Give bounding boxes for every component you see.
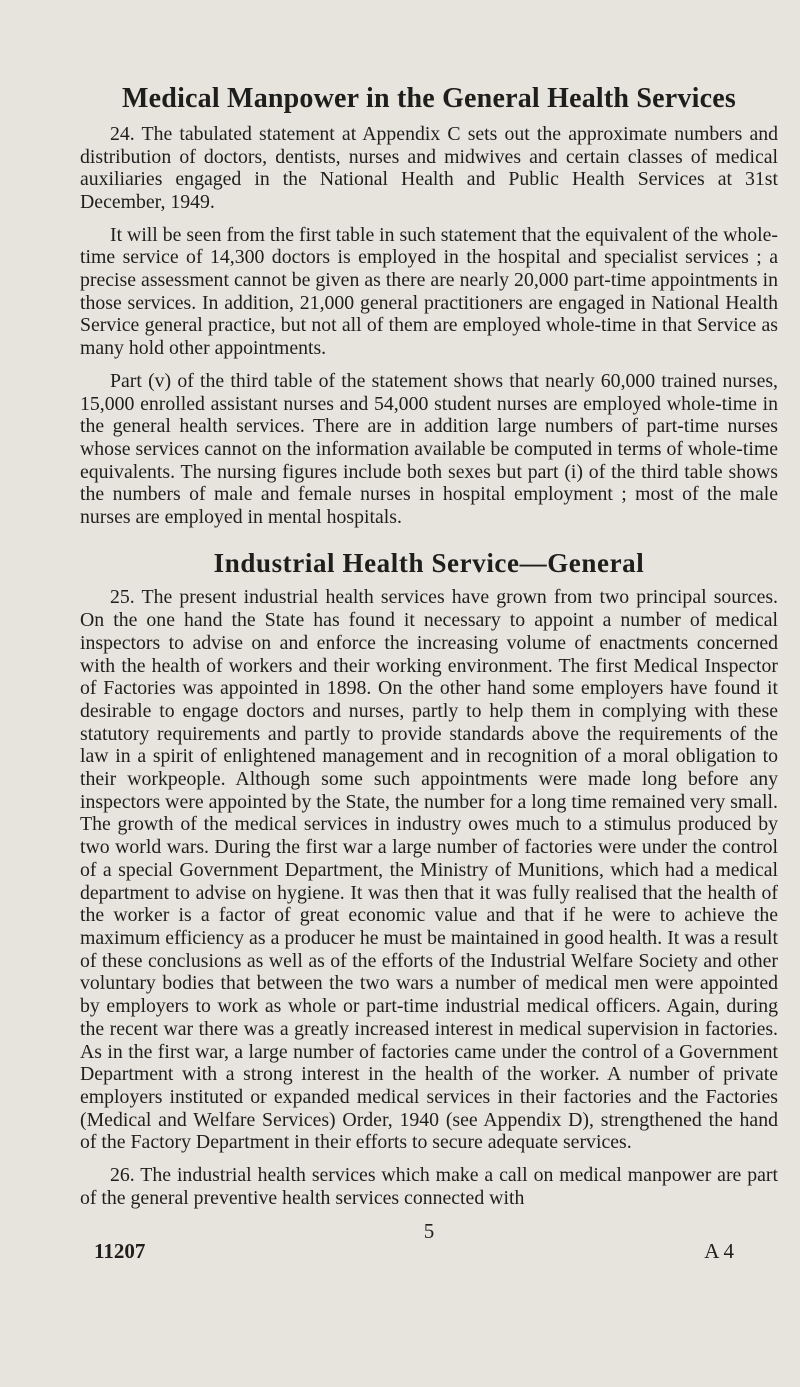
section-heading-industrial-health: Industrial Health Service—General — [213, 547, 645, 578]
paragraph-nursing: Part (v) of the third table of the statement shows that nearly 60,000 trained nurses, 15,000 enrolled assistant nurses and 54,000 student nurses are employed whole-time in the general health services. There are in addition large numbers of part-time nurses whose services cannot on the information available be computed in terms of whole-time equivalents. The nursing figures include both sexes but part (i) of the third table shows the numbers of male and female nurses in hospital employment ; most of the male nurses are employed in mental hospitals. — [80, 369, 778, 529]
paragraph-24-continued: It will be seen from the first table in such statement that the equivalent of the whole-time service of 14,300 doctors is employed in the hospital and specialist services ; a precise assessment cannot be given as there are nearly 20,000 part-time appointments in those services. In addition, 21,000 general practitioners are engaged in National Health Service general practice, but not all of them are employed whole-time in that Service as many hold other appointments. — [80, 223, 778, 360]
signature-mark: A 4 — [704, 1239, 734, 1264]
paragraph-26: 26. The industrial health services which make a call on medical manpower are part of the general preventive health services connected with — [80, 1164, 778, 1209]
page-number: 5 — [423, 1219, 435, 1244]
page-footer — [80, 1219, 778, 1279]
paragraph-25: 25. The present industrial health services have grown from two principal sources. On the one hand the State has found it necessary to appoint a number of medical inspectors to advise on and enforce the increasing volume of enactments concerned with the health of workers and their working environment. The first Medical Inspector of Factories was appointed in 1898. On the other hand some employers have found it desirable to engage doctors and nurses, partly to help them in complying with these statutory requirements and partly to provide standards above the requirements of the law in a spirit of enlightened management and in recognition of a moral obligation to their workpeople. Although some such appointments were made long before any inspectors were appointed by the State, the number for a long time remained very small. The growth of the medical services in industry owes much to a stimulus produced by two world wars. During the first war a large number of factories were under the control of a special Government Department, the Ministry of Munitions, which had a medical department to advise on hygiene. It was then that it was fully realised that the health of the worker is a factor of great economic value and that if he were to achieve the maximum efficiency as a producer he must be maintained in good health. It was a result of these conclusions as well as of the efforts of the Industrial Welfare Society and other voluntary bodies that between the two wars a number of medical men were appointed by employers to work as whole or part-time industrial medical officers. Again, during the recent war there was a greatly increased interest in medical supervision in factories. As in the first war, a large number of factories came under the control of a Government Department with a strong interest in the health of the worker. A number of private employers instituted or expanded medical services in their factories and the Factories (Medical and Welfare Services) Order, 1940 (see Appendix D), strengthened the hand of the Factory Department in their efforts to secure adequate services. — [80, 586, 778, 1154]
section-heading-medical-manpower: Medical Manpower in the General Health Services — [122, 83, 736, 114]
print-code: 11207 — [94, 1239, 146, 1264]
paragraph-24: 24. The tabulated statement at Appendix C sets out the approximate numbers and distribution of doctors, dentists, nurses and midwives and certain classes of medical auxiliaries engaged in the National Health and Public Health Services at 31st December, 1949. — [80, 122, 778, 213]
